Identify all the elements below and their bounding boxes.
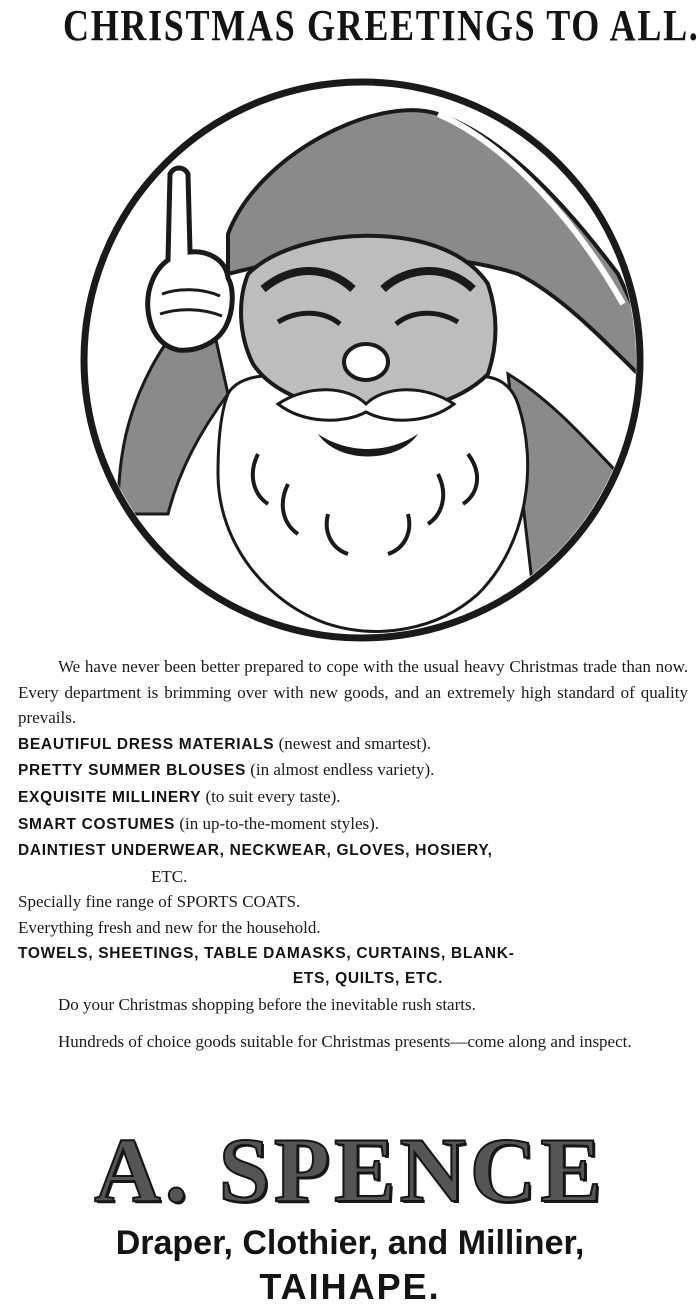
linens-line-2: ETS, QUILTS, ETC.: [292, 970, 444, 988]
paragraph-gap: [18, 1017, 688, 1029]
santa-nose: [344, 344, 388, 380]
list-item-underwear: DAINTIEST UNDERWEAR, NECKWEAR, GLOVES, HOSIERY,: [18, 842, 493, 860]
sports-coats-line: Specially fine range of SPORTS COATS.: [18, 892, 301, 912]
headline: CHRISTMAS GREETINGS TO ALL.: [63, 1, 700, 50]
linens-line-1: TOWELS, SHEETINGS, TABLE DAMASKS, CURTAINS, BLANK-: [18, 944, 515, 962]
town-line: TAIHAPE.: [259, 1266, 441, 1307]
list-item-millinery: EXQUISITE MILLINERY (to suit every taste).: [18, 786, 341, 806]
trade-line: Draper, Clothier, and Milliner,: [115, 1224, 585, 1262]
list-item-costumes: SMART COSTUMES (in up-to-the-moment styles).: [18, 813, 380, 833]
santa-claus-illustration: [78, 74, 646, 646]
household-line: Everything fresh and new for the household.: [18, 917, 321, 937]
store-name: A. SPENCE: [94, 1119, 606, 1221]
intro-paragraph: We have never been better prepared to cope with the usual heavy Christmas trade than now. Every department is brimming over with new goods, and an extremely high standard of quality prevails.: [18, 657, 688, 728]
etc-line: ETC.: [151, 866, 188, 886]
presents-paragraph: Hundreds of choice goods suitable for Christmas presents—come along and inspect.: [58, 1032, 632, 1052]
list-item-dress-materials: BEAUTIFUL DRESS MATERIALS (newest and smartest).: [18, 733, 432, 753]
advert-body: [18, 654, 688, 1055]
shopping-line: Do your Christmas shopping before the inevitable rush starts.: [58, 994, 476, 1014]
list-item-summer-blouses: PRETTY SUMMER BLOUSES (in almost endless variety).: [18, 760, 435, 780]
